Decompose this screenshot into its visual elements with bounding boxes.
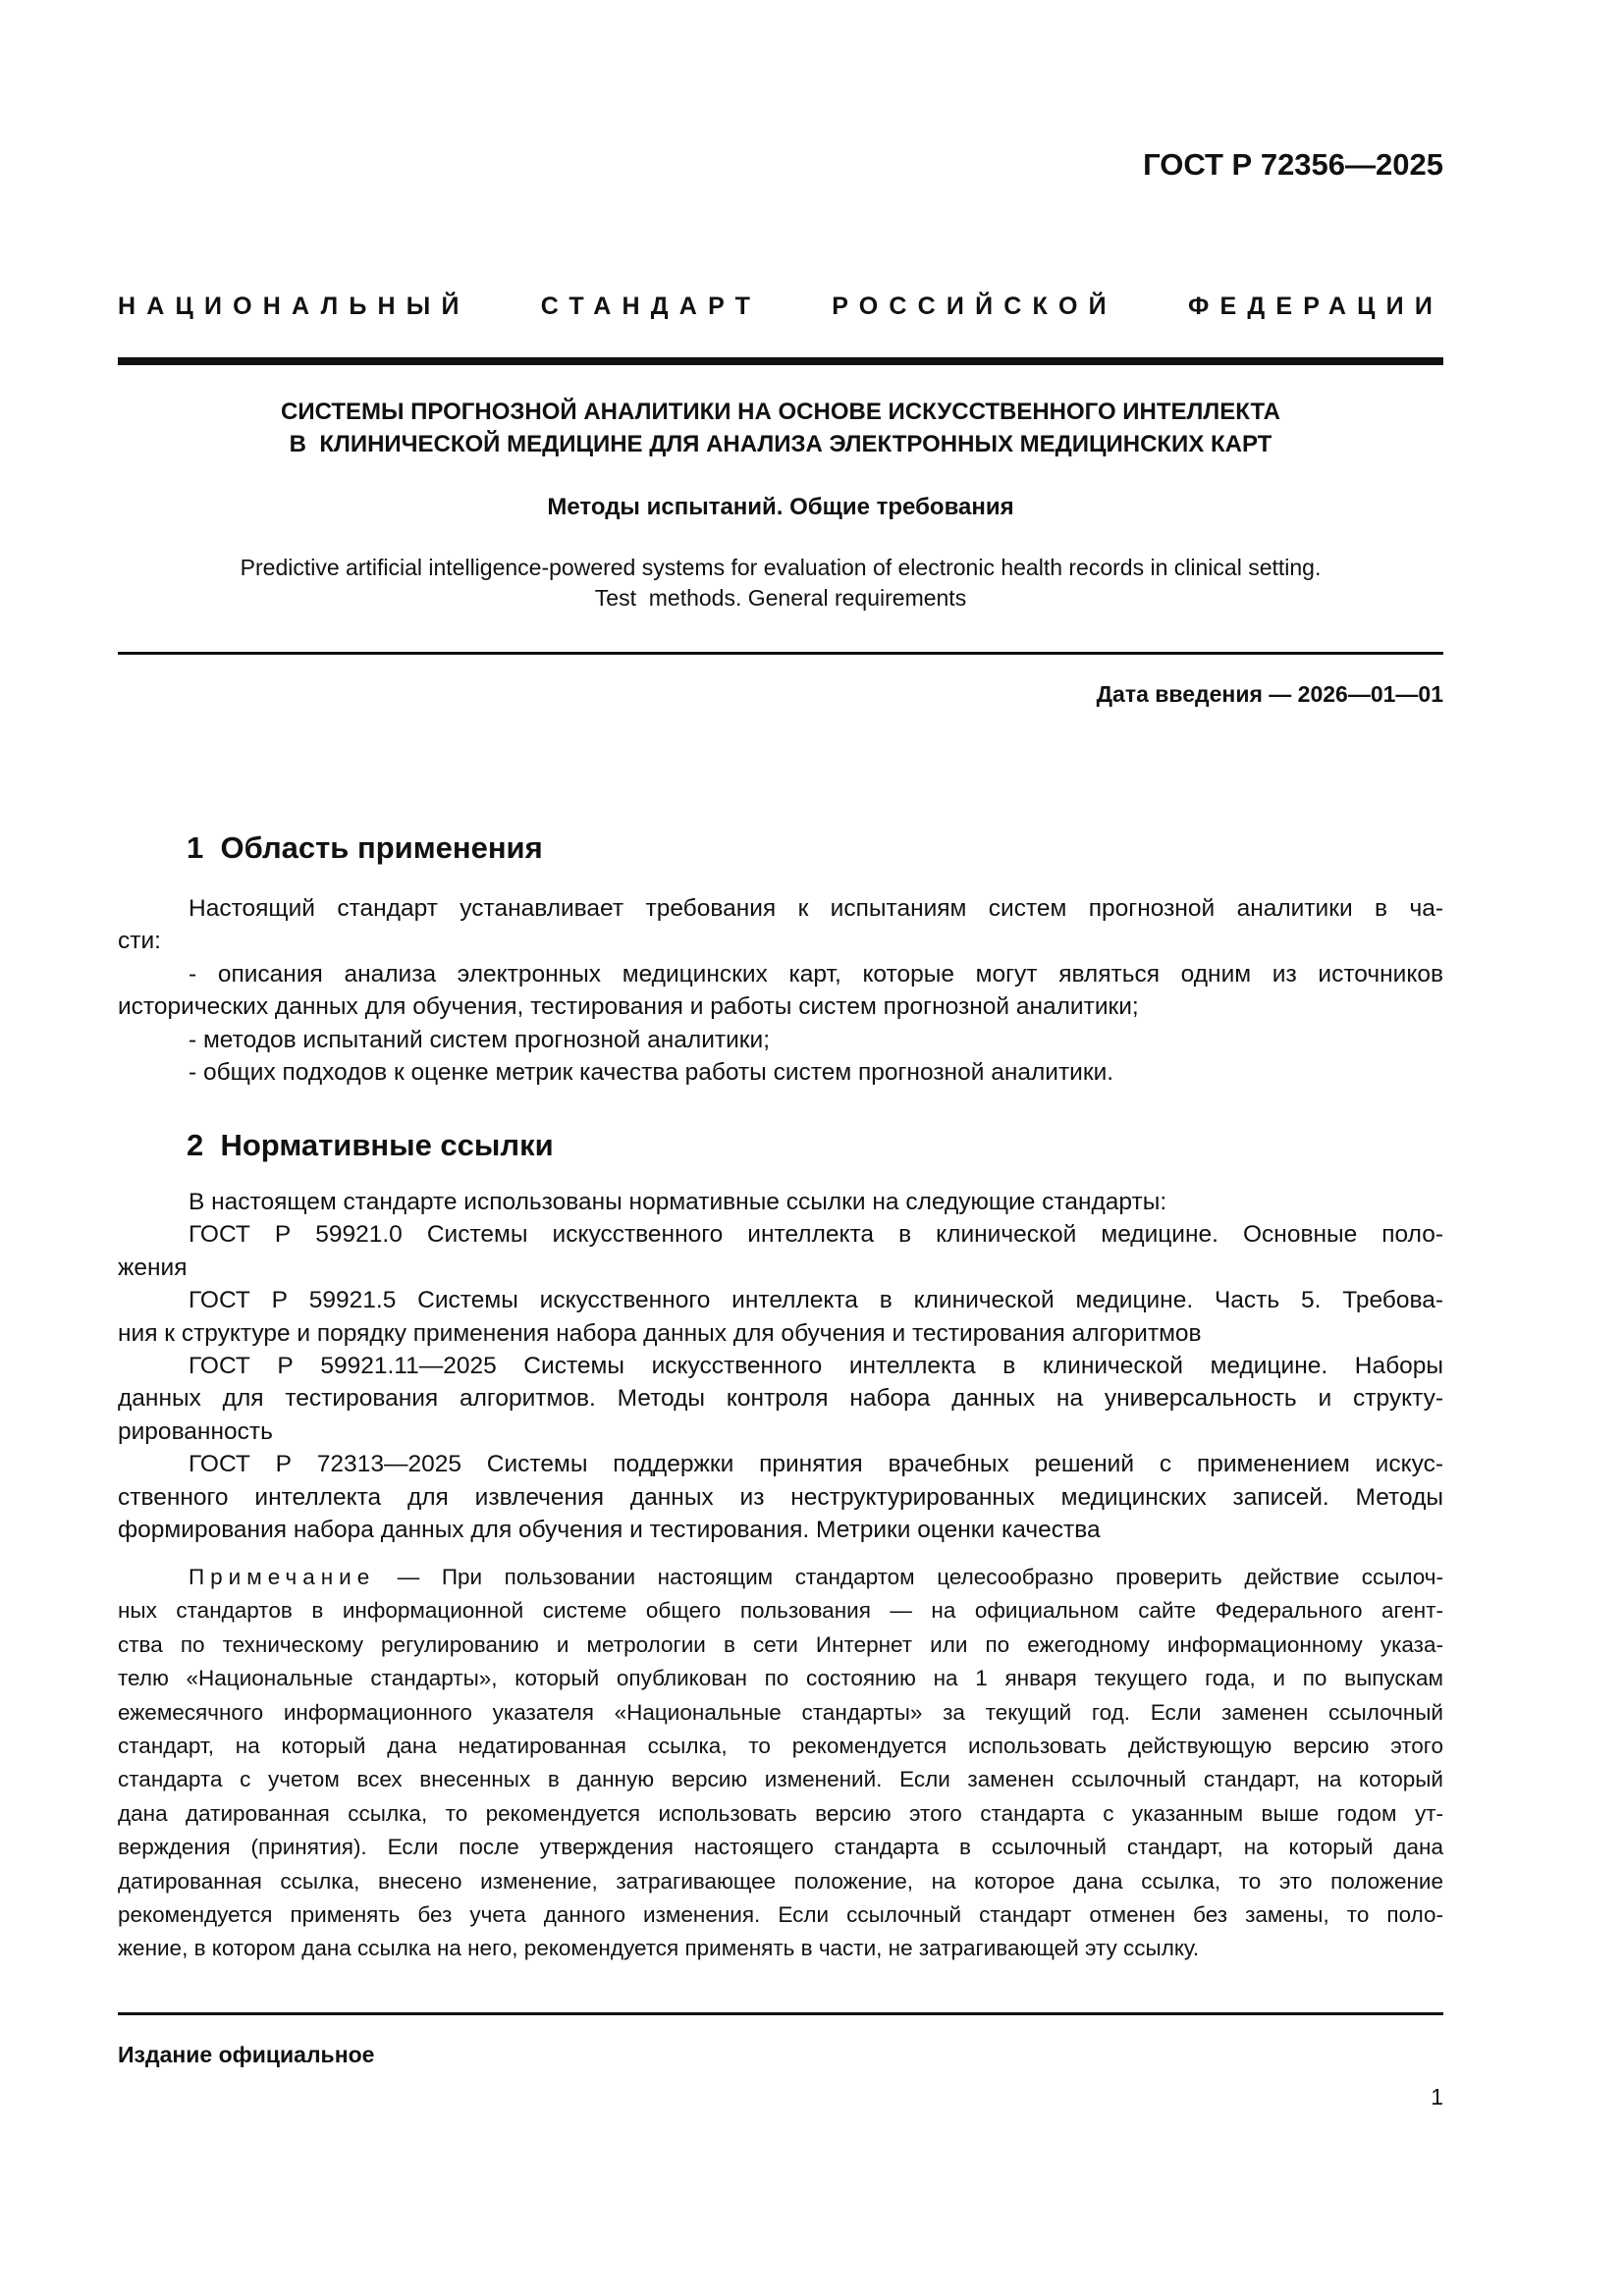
note-line: ства по техническому регулированию и метрологии в сети Интернет или по ежегодному информационному указа- (118, 1631, 1443, 1657)
paragraph-line: ГОСТ Р 59921.11—2025 Системы искусственного интеллекта в клинической медицине. Наборы (189, 1353, 1443, 1380)
standard-code: ГОСТ Р 72356—2025 (1143, 147, 1443, 182)
official-edition-label: Издание официальное (118, 2042, 375, 2067)
document-subtitle: Методы испытаний. Общие требования (547, 494, 1014, 520)
title-line: СИСТЕМЫ ПРОГНОЗНОЙ АНАЛИТИКИ НА ОСНОВЕ ИСКУССТВЕННОГО ИНТЕЛЛЕКТА (281, 399, 1280, 425)
paragraph-line: - общих подходов к оценке метрик качества работы систем прогнозной аналитики. (189, 1059, 1114, 1087)
paragraph-line: ГОСТ Р 59921.5 Системы искусственного интеллекта в клинической медицине. Часть 5. Требова- (189, 1287, 1443, 1314)
section-body-references (118, 1186, 1443, 1546)
paragraph-line: ГОСТ Р 72313—2025 Системы поддержки принятия врачебных решений с применением искус- (189, 1451, 1443, 1478)
note-line: рекомендуется применять без учета данного изменения. Если ссылочный стандарт отменен без замены, то поло- (118, 1902, 1443, 1928)
page-number: 1 (1431, 2084, 1443, 2109)
note-line: датированная ссылка, внесено изменение, затрагивающее положение, на которое дана ссылка, то это положение (118, 1868, 1443, 1894)
paragraph-line: формирования набора данных для обучения и тестирования. Метрики оценки качества (118, 1517, 1101, 1544)
english-title-line: Test methods. General requirements (594, 585, 967, 611)
title-line: В КЛИНИЧЕСКОЙ МЕДИЦИНЕ ДЛЯ АНАЛИЗА ЭЛЕКТРОННЫХ МЕДИЦИНСКИХ КАРТ (289, 431, 1272, 457)
english-title (118, 553, 1443, 614)
section-heading-scope: 1 Область применения (187, 830, 543, 865)
note-line: верждения (принятия). Если после утверждения настоящего стандарта в ссылочный стандарт, на который дана (118, 1835, 1443, 1860)
note-text: — При пользовании настоящим стандартом целесообразно проверить действие ссылоч- (375, 1565, 1443, 1589)
paragraph-line: рированность (118, 1417, 273, 1445)
section-body-scope (118, 892, 1443, 1089)
paragraph-line: В настоящем стандарте использованы нормативные ссылки на следующие стандарты: (189, 1189, 1167, 1215)
paragraph-line: жения (118, 1254, 188, 1281)
note-line: ежемесячного информационного указателя «Национальные стандарты» за текущий год. Если заменен ссылочный (118, 1699, 1443, 1725)
note-line: телю «Национальные стандарты», который опубликован по состоянию на 1 января текущего года, и по выпускам (118, 1666, 1443, 1691)
note-first-line (118, 1561, 1443, 1594)
note-block (118, 1561, 1443, 1966)
paragraph-line: - методов испытаний систем прогнозной аналитики; (189, 1026, 770, 1053)
paragraph-line: сти: (118, 928, 161, 955)
note-line: ных стандартов в информационной системе общего пользования — на официальном сайте Федерального агент- (118, 1598, 1443, 1624)
paragraph-line: Настоящий стандарт устанавливает требования к испытаниям систем прогнозной аналитики в ча- (189, 895, 1443, 922)
paragraph-line: ственного интеллекта для извлечения данных из неструктурированных медицинских записей. Методы (118, 1483, 1443, 1511)
note-line: дана датированная ссылка, то рекомендуется использовать версию этого стандарта с указанным выше годом ут- (118, 1800, 1443, 1826)
divider-footer (118, 2012, 1443, 2015)
divider-thin (118, 652, 1443, 655)
effective-date: Дата введения — 2026—01—01 (1096, 681, 1443, 707)
paragraph-line: исторических данных для обучения, тестирования и работы систем прогнозной аналитики; (118, 993, 1139, 1021)
paragraph-line: ния к структуре и порядку применения набора данных для обучения и тестирования алгоритмов (118, 1319, 1202, 1347)
paragraph-line: ГОСТ Р 59921.0 Системы искусственного интеллекта в клинической медицине. Основные поло- (189, 1221, 1443, 1249)
note-line: стандарт, на который дана недатированная ссылка, то рекомендуется использовать действующую версию этого (118, 1734, 1443, 1759)
paragraph-line: данных для тестирования алгоритмов. Методы контроля набора данных на универсальность и структу- (118, 1385, 1443, 1413)
english-title-line: Predictive artificial intelligence-powered systems for evaluation of electronic health records in clinical setting. (240, 555, 1322, 580)
national-standard-label: НАЦИОНАЛЬНЫЙ СТАНДАРТ РОССИЙСКОЙ ФЕДЕРАЦИИ (118, 293, 1443, 320)
note-line: жение, в котором дана ссылка на него, рекомендуется применять в части, не затрагивающей эту ссылку. (118, 1936, 1200, 1961)
note-label: Примечание (189, 1565, 376, 1589)
note-lines (118, 1594, 1443, 1965)
divider-thick (118, 357, 1443, 365)
section-heading-references: 2 Нормативные ссылки (187, 1128, 554, 1162)
document-title (118, 396, 1443, 460)
paragraph-line: - описания анализа электронных медицинских карт, которые могут являться одним из источников (189, 960, 1443, 988)
note-line: стандарта с учетом всех внесенных в данную версию изменений. Если заменен ссылочный стандарт, на который (118, 1767, 1443, 1792)
